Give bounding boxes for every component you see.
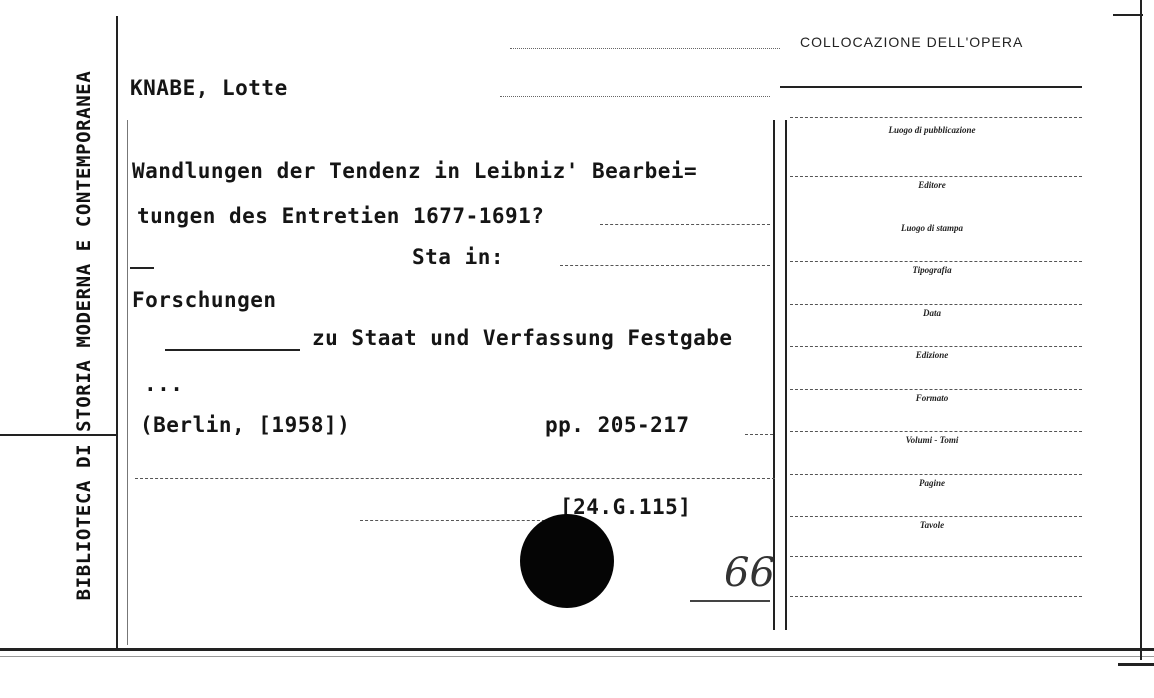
library-stamp: BIBLIOTECA DI STORIA MODERNA E CONTEMPORANEA — [73, 70, 95, 601]
header-title: COLLOCAZIONE DELL'OPERA — [800, 34, 1024, 50]
title-rule — [600, 224, 770, 225]
field-tipografia: Tipografia — [912, 265, 952, 275]
field-data: Data — [923, 308, 941, 318]
field-pagine: Pagine — [919, 478, 945, 488]
field-rule-6 — [790, 389, 1082, 390]
extract-rule-right — [560, 265, 770, 266]
card-left-border-inner — [127, 120, 128, 645]
card-left-border — [116, 16, 118, 650]
card-right-edge — [1140, 0, 1142, 660]
field-rule-4 — [790, 304, 1082, 305]
left-edge-mark — [0, 434, 118, 436]
shelfmark: [24.G.115] — [560, 495, 692, 519]
shelfmark-rule — [360, 520, 550, 521]
card-bottom-border — [0, 648, 1154, 651]
card-bottom-border-2 — [0, 656, 1154, 657]
field-rule-1 — [790, 176, 1082, 177]
field-rule-0 — [790, 117, 1082, 118]
author-rule — [500, 96, 770, 97]
bottom-right-mark — [1118, 663, 1154, 666]
field-volumi-tomi: Volumi - Tomi — [905, 435, 959, 445]
pages-rule — [745, 434, 773, 435]
top-right-mark — [1113, 14, 1143, 16]
handwritten-number: 66 — [724, 550, 775, 596]
field-rule-3 — [790, 261, 1082, 262]
source-line-3: ... — [144, 372, 184, 396]
field-luogo-stampa: Luogo di stampa — [900, 223, 964, 233]
title-line-2: tungen des Entretien 1677-1691? — [137, 204, 545, 228]
field-edizione: Edizione — [915, 350, 949, 360]
field-luogo-pubblicazione: Luogo di pubblicazione — [888, 125, 976, 135]
field-rule-5 — [790, 346, 1082, 347]
field-rule-11 — [790, 596, 1082, 597]
field-rule-10 — [790, 556, 1082, 557]
header-rule — [510, 48, 780, 49]
source-line-1: Forschungen — [132, 288, 277, 312]
field-rule-8 — [790, 474, 1082, 475]
field-tavole: Tavole — [919, 520, 945, 530]
extract-label: Sta in: — [412, 245, 505, 269]
imprint: (Berlin, [1958]) — [140, 413, 351, 437]
extract-rule-left — [130, 267, 154, 269]
field-rule-7 — [790, 431, 1082, 432]
field-formato: Formato — [915, 393, 949, 403]
imprint-rule — [135, 478, 775, 479]
field-rule-9 — [790, 516, 1082, 517]
title-line-1: Wandlungen der Tendenz in Leibniz' Bearbei= — [132, 159, 698, 183]
source-underline — [165, 349, 300, 351]
right-panel-border-2 — [785, 120, 787, 630]
handwritten-underline — [690, 600, 770, 602]
header-line — [780, 86, 1082, 88]
field-editore: Editore — [918, 180, 946, 190]
source-line-2: zu Staat und Verfassung Festgabe — [312, 326, 733, 350]
pages: pp. 205-217 — [545, 413, 690, 437]
author: KNABE, Lotte — [130, 76, 288, 100]
punch-hole — [520, 514, 614, 608]
